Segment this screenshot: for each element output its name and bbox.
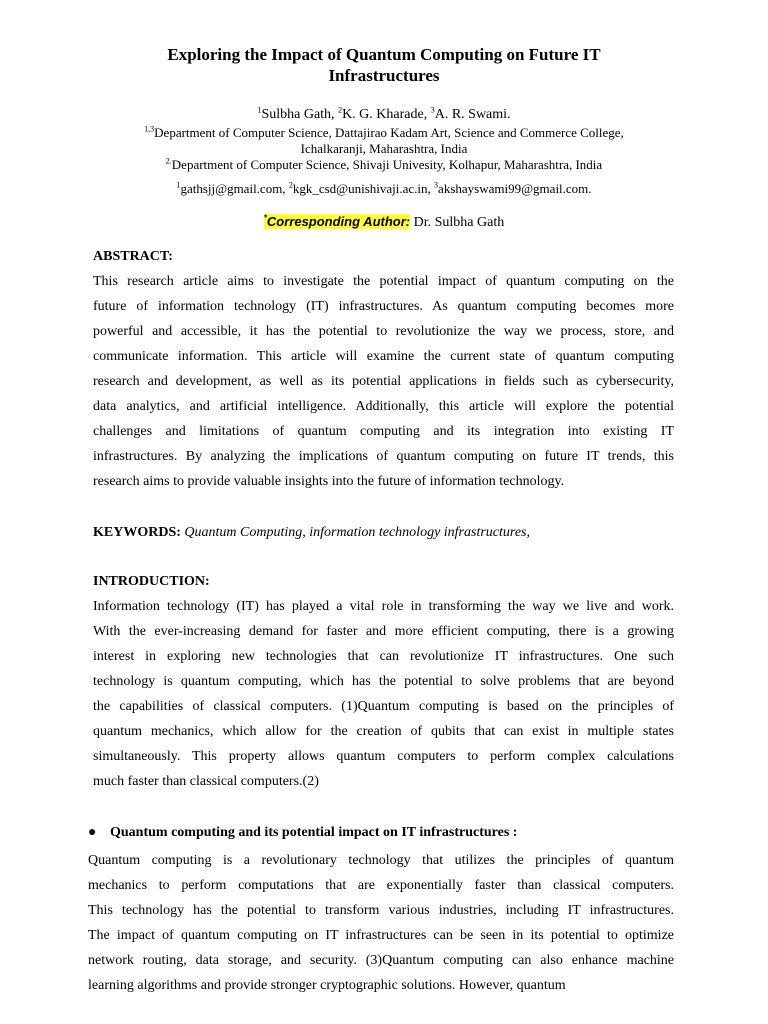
text-line: This research article aims to investigate the potential impact of quantum computing on the <box>93 274 674 289</box>
abstract-heading: ABSTRACT: <box>93 249 173 264</box>
bullet-icon: ● <box>88 825 97 840</box>
abstract-body <box>93 269 674 494</box>
author-1-sup: 1 <box>257 105 262 115</box>
text-line: powerful and accessible, it has the potential to revolutionize the way we process, store, and <box>93 324 674 339</box>
email-2-sup: 2 <box>288 180 293 190</box>
text-line: challenges and limitations of quantum computing and its integration into existing IT <box>93 424 674 439</box>
text-line: The impact of quantum computing on IT infrastructures can be seen in its potential to optimize <box>88 928 674 943</box>
text-line: the capabilities of classical computers. (1)Quantum computing is based on the principles of <box>93 699 674 714</box>
text-line: network routing, data storage, and security. (3)Quantum computing can also enhance machine <box>88 953 674 968</box>
affiliation-1 <box>0 125 768 141</box>
text-line: research and development, as well as its potential applications in fields such as cybersecurity, <box>93 374 674 389</box>
author-3: A. R. Swami. <box>434 107 511 122</box>
corresponding-name: Dr. Sulbha Gath <box>413 215 505 230</box>
affiliation-2-sup: 2. <box>165 156 172 166</box>
affiliation-1-cont <box>0 141 768 157</box>
text-line: learning algorithms and provide stronger cryptographic solutions. However, quantum <box>88 978 566 993</box>
affiliation-1-cont-text: Ichalkaranji, Maharashtra, India <box>300 141 468 156</box>
text-line: data analytics, and artificial intelligence. Additionally, this article will explore the potential <box>93 399 674 414</box>
text-line: simultaneously. This property allows quantum computers to perform complex calculations <box>93 749 674 764</box>
author-1: Sulbha Gath, <box>261 107 335 122</box>
corresponding-sup: * <box>263 213 267 223</box>
corresponding-label-highlight <box>264 214 410 229</box>
affiliation-1-text: Department of Computer Science, Dattajirao Kadam Art, Science and Commerce College, <box>154 125 624 140</box>
affiliation-2 <box>0 157 768 173</box>
author-2-sup: 2 <box>338 105 343 115</box>
text-line: mechanics to perform computations that are exponentially faster than classical computers. <box>88 878 674 893</box>
author-2: K. G. Kharade, <box>342 107 428 122</box>
email-1-sup: 1 <box>176 180 181 190</box>
keywords-label: KEYWORDS: <box>93 525 181 540</box>
text-line: interest in exploring new technologies that can revolutionize IT infrastructures. One such <box>93 649 674 664</box>
email-3-sup: 3 <box>434 180 439 190</box>
paper-title <box>0 44 768 86</box>
section-heading: Quantum computing and its potential impact on IT infrastructures : <box>110 825 518 840</box>
author-list <box>0 107 768 123</box>
text-line: communicate information. This article will examine the current state of quantum computing <box>93 349 674 364</box>
text-line: much faster than classical computers.(2) <box>93 774 319 789</box>
affiliation-1-sup: 1,3 <box>144 124 155 134</box>
title-line-2: Infrastructures <box>328 66 440 85</box>
email-2: kgk_csd@unishivaji.ac.in, <box>292 181 431 196</box>
author-3-sup: 3 <box>430 105 435 115</box>
keywords-text: Quantum Computing, information technology infrastructures, <box>184 525 530 540</box>
text-line: research aims to provide valuable insights into the future of information technology. <box>93 474 565 489</box>
text-line: Quantum computing is a revolutionary technology that utilizes the principles of quantum <box>88 853 674 868</box>
text-line: Information technology (IT) has played a vital role in transforming the way we live and work. <box>93 599 674 614</box>
text-line: infrastructures. By analyzing the implications of quantum computing on future IT trends, this <box>93 449 674 464</box>
section-heading-row <box>88 824 517 842</box>
email-1: gathsjj@gmail.com, <box>180 181 286 196</box>
text-line: technology is quantum computing, which has the potential to solve problems that are beyond <box>93 674 674 689</box>
affiliation-2-text: Department of Computer Science, Shivaji Univesity, Kolhapur, Maharashtra, India <box>171 157 603 172</box>
corresponding-author <box>0 214 768 231</box>
keywords <box>93 524 530 542</box>
introduction-body <box>93 594 674 794</box>
email-list <box>0 181 768 197</box>
text-line: With the ever-increasing demand for faster and more efficient computing, there is a growing <box>93 624 674 639</box>
title-line-1: Exploring the Impact of Quantum Computing on Future IT <box>167 45 601 64</box>
section-body <box>88 848 674 998</box>
text-line: quantum mechanics, which allow for the creation of qubits that can exist in multiple states <box>93 724 674 739</box>
text-line: future of information technology (IT) infrastructures. As quantum computing becomes more <box>93 299 674 314</box>
email-3: akshayswami99@gmail.com. <box>438 181 592 196</box>
introduction-heading: INTRODUCTION: <box>93 574 210 589</box>
text-line: This technology has the potential to transform various industries, including IT infrastructures. <box>88 903 674 918</box>
corresponding-label: Corresponding Author: <box>266 214 411 229</box>
